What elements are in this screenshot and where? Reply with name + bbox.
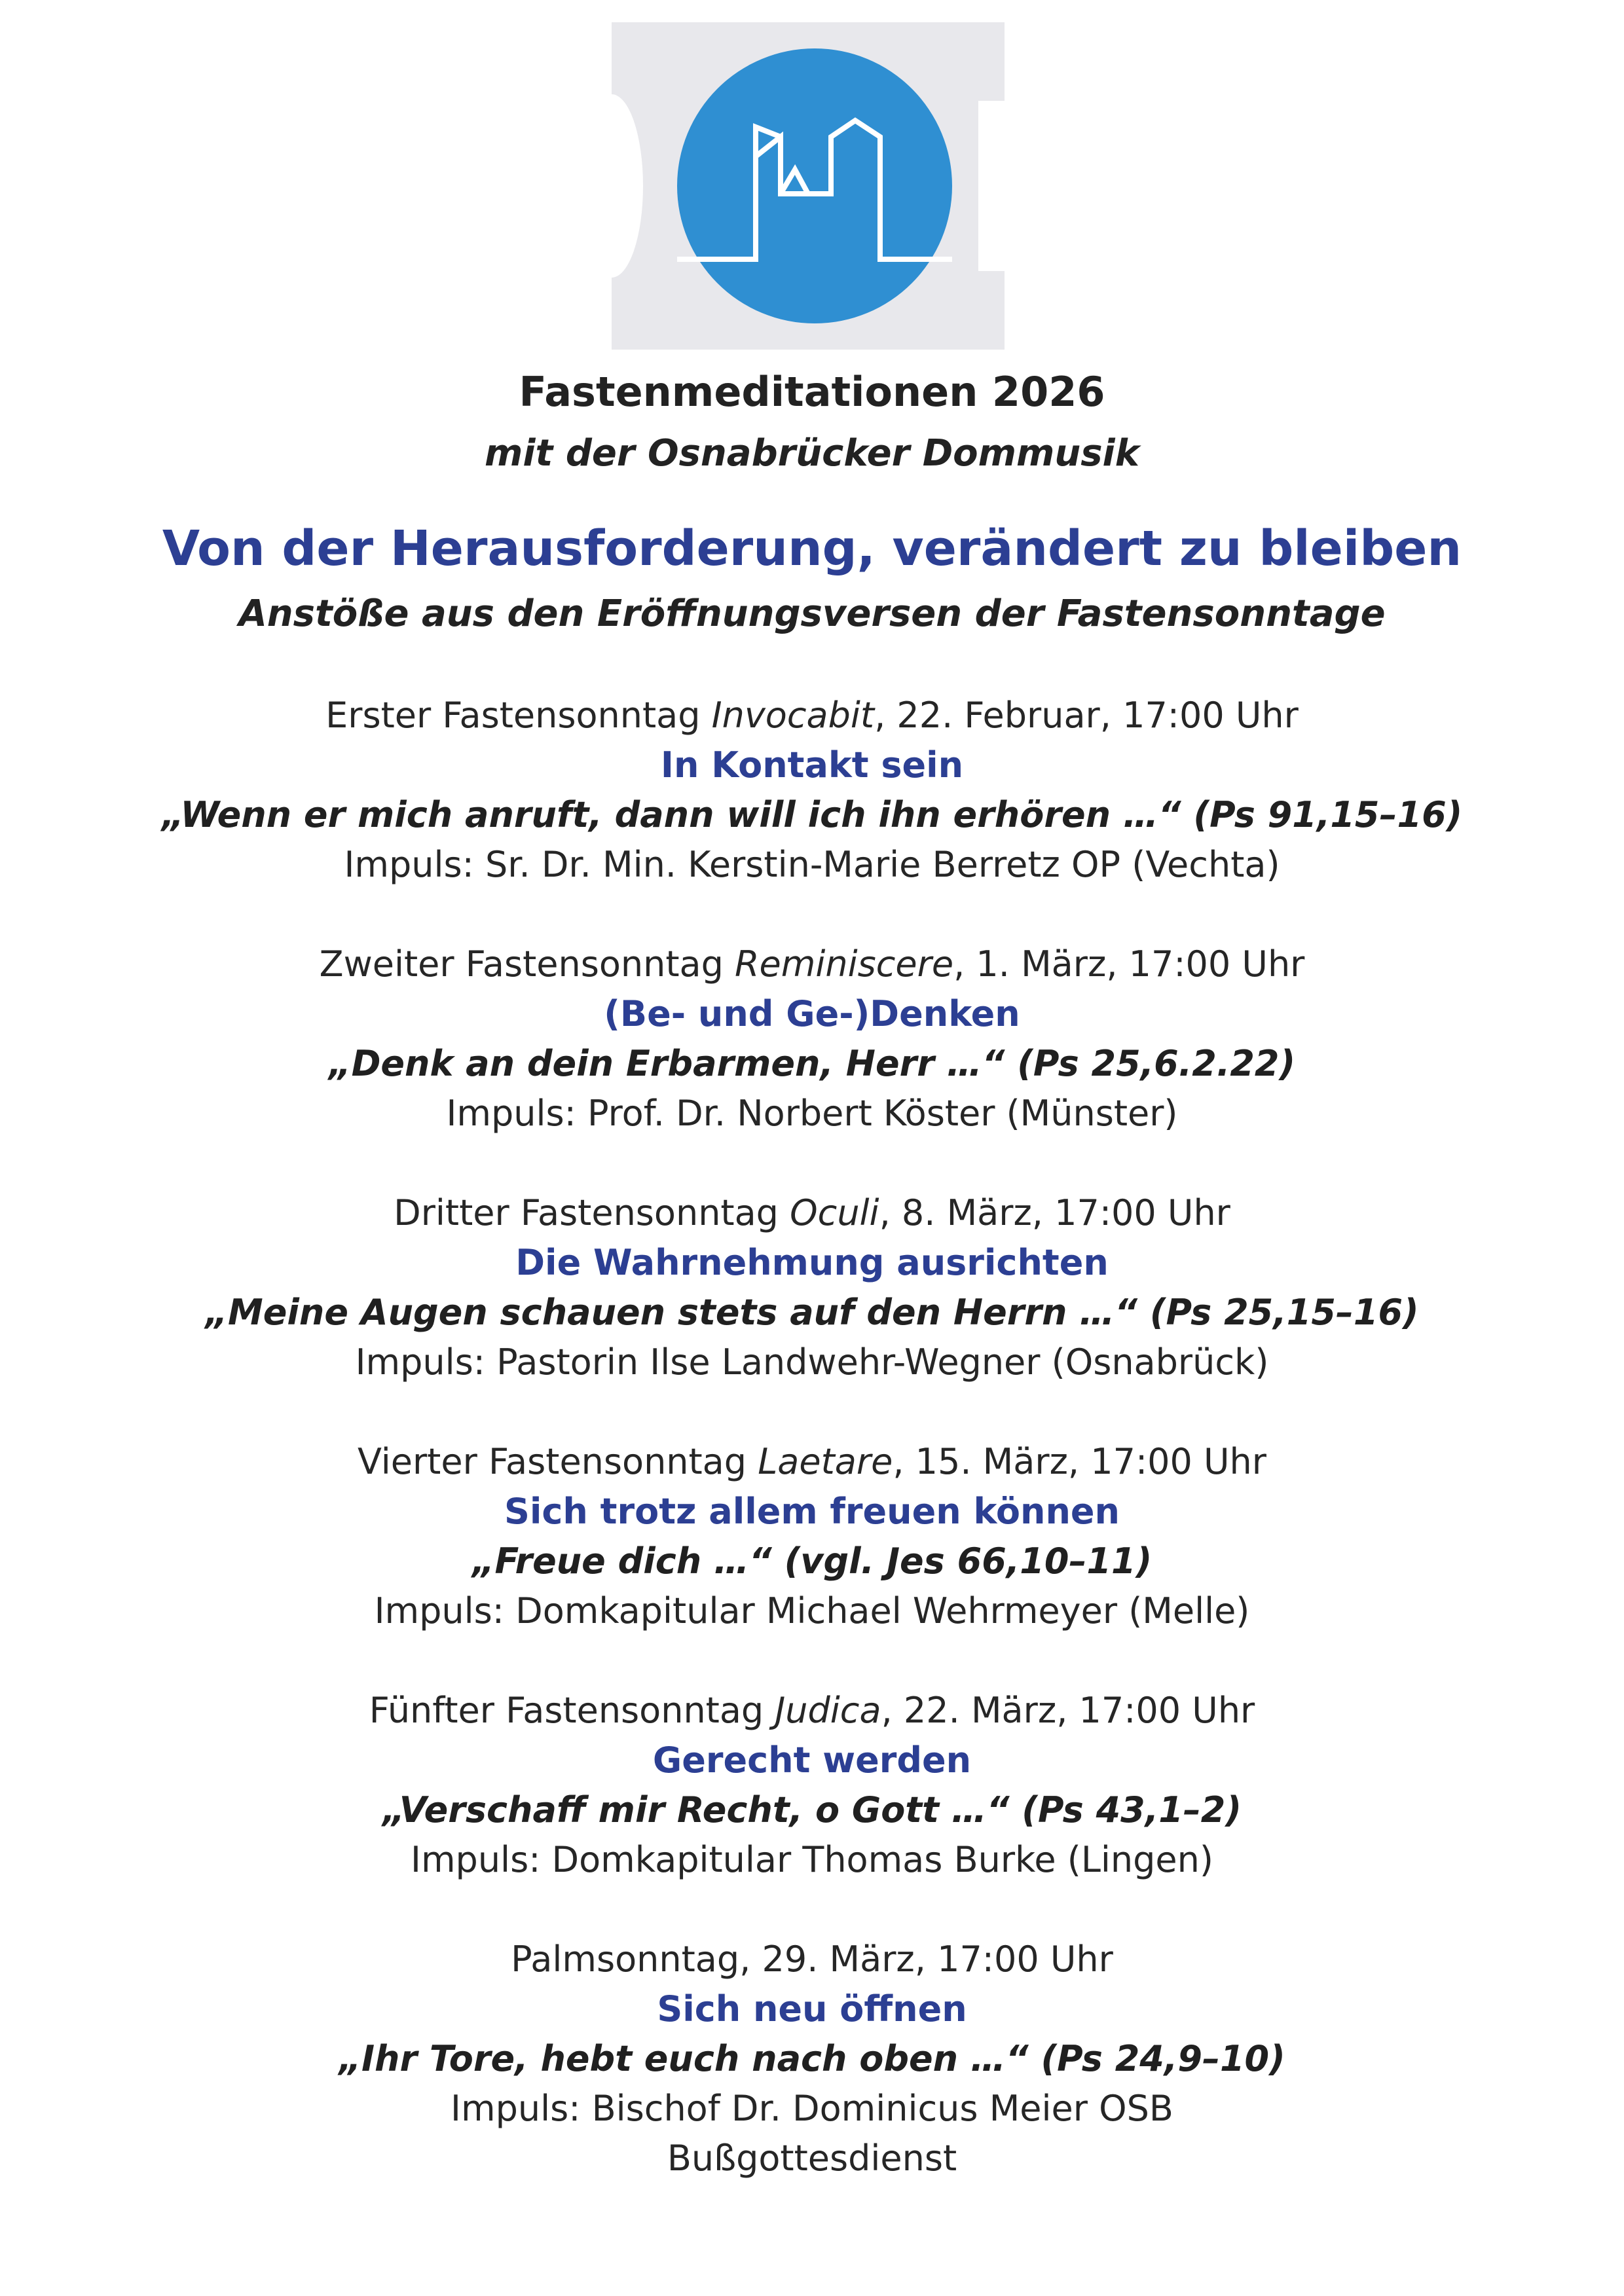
event-item xyxy=(0,1437,1624,1686)
page-subtitle: mit der Osnabrücker Dommusik xyxy=(485,432,1139,475)
event-list xyxy=(0,691,1624,2183)
event-note: Bußgottesdienst xyxy=(667,2138,957,2179)
liturgical-name: Invocabit xyxy=(711,695,875,736)
event-item xyxy=(0,1188,1624,1437)
event-impulse: Impuls: Pastorin Ilse Landwehr-Wegner (Osnabrück) xyxy=(355,1341,1269,1383)
page-title: Fastenmeditationen 2026 xyxy=(519,368,1105,416)
event-theme: (Be- und Ge-)Denken xyxy=(604,993,1020,1034)
series-subtitle: Anstöße aus den Eröffnungsversen der Fastensonntage xyxy=(238,592,1386,635)
event-impulse: Impuls: Domkapitular Thomas Burke (Lingen) xyxy=(411,1839,1213,1880)
event-item xyxy=(0,691,1624,939)
event-theme: Sich trotz allem freuen können xyxy=(504,1491,1120,1532)
logo xyxy=(612,22,1005,350)
event-impulse: Impuls: Prof. Dr. Norbert Köster (Münster) xyxy=(446,1093,1178,1134)
event-theme: In Kontakt sein xyxy=(660,744,964,786)
liturgical-name: Judica xyxy=(775,1690,881,1731)
event-impulse: Impuls: Bischof Dr. Dominicus Meier OSB xyxy=(451,2088,1173,2129)
liturgical-name: Oculi xyxy=(790,1192,879,1233)
event-theme: Gerecht werden xyxy=(652,1740,972,1781)
event-verse: „Denk an dein Erbarmen, Herr …“ (Ps 25,6.2.22) xyxy=(328,1043,1296,1084)
event-date: Fünfter Fastensonntag Judica, 22. März, 17:00 Uhr xyxy=(369,1690,1255,1731)
liturgical-name: Reminiscere xyxy=(735,943,954,985)
event-theme: Sich neu öffnen xyxy=(657,1988,967,2030)
event-verse: „Verschaff mir Recht, o Gott …“ (Ps 43,1–2) xyxy=(382,1789,1242,1831)
event-impulse: Impuls: Domkapitular Michael Wehrmeyer (Melle) xyxy=(374,1590,1250,1631)
event-impulse: Impuls: Sr. Dr. Min. Kerstin-Marie Berretz OP (Vechta) xyxy=(344,844,1280,885)
event-verse: „Meine Augen schauen stets auf den Herrn …“ (Ps 25,15–16) xyxy=(205,1292,1419,1333)
event-date: Erster Fastensonntag Invocabit, 22. Februar, 17:00 Uhr xyxy=(325,695,1299,736)
event-verse: „Ihr Tore, hebt euch nach oben …“ (Ps 24,9–10) xyxy=(339,2038,1285,2079)
event-date: Vierter Fastensonntag Laetare, 15. März, 17:00 Uhr xyxy=(358,1441,1266,1482)
event-item xyxy=(0,1686,1624,1935)
event-date: Palmsonntag, 29. März, 17:00 Uhr xyxy=(511,1939,1113,1980)
event-item xyxy=(0,939,1624,1188)
cathedral-towers-logo-icon xyxy=(612,22,1005,350)
event-date: Zweiter Fastensonntag Reminiscere, 1. März, 17:00 Uhr xyxy=(319,943,1305,985)
event-verse: „Wenn er mich anruft, dann will ich ihn erhören …“ (Ps 91,15–16) xyxy=(161,794,1463,835)
event-theme: Die Wahrnehmung ausrichten xyxy=(515,1242,1109,1283)
event-date: Dritter Fastensonntag Oculi, 8. März, 17:00 Uhr xyxy=(394,1192,1230,1233)
event-item xyxy=(0,1935,1624,2183)
series-title: Von der Herausforderung, verändert zu bleiben xyxy=(162,520,1462,577)
event-verse: „Freue dich …“ (vgl. Jes 66,10–11) xyxy=(471,1540,1153,1582)
liturgical-name: Laetare xyxy=(758,1441,893,1482)
